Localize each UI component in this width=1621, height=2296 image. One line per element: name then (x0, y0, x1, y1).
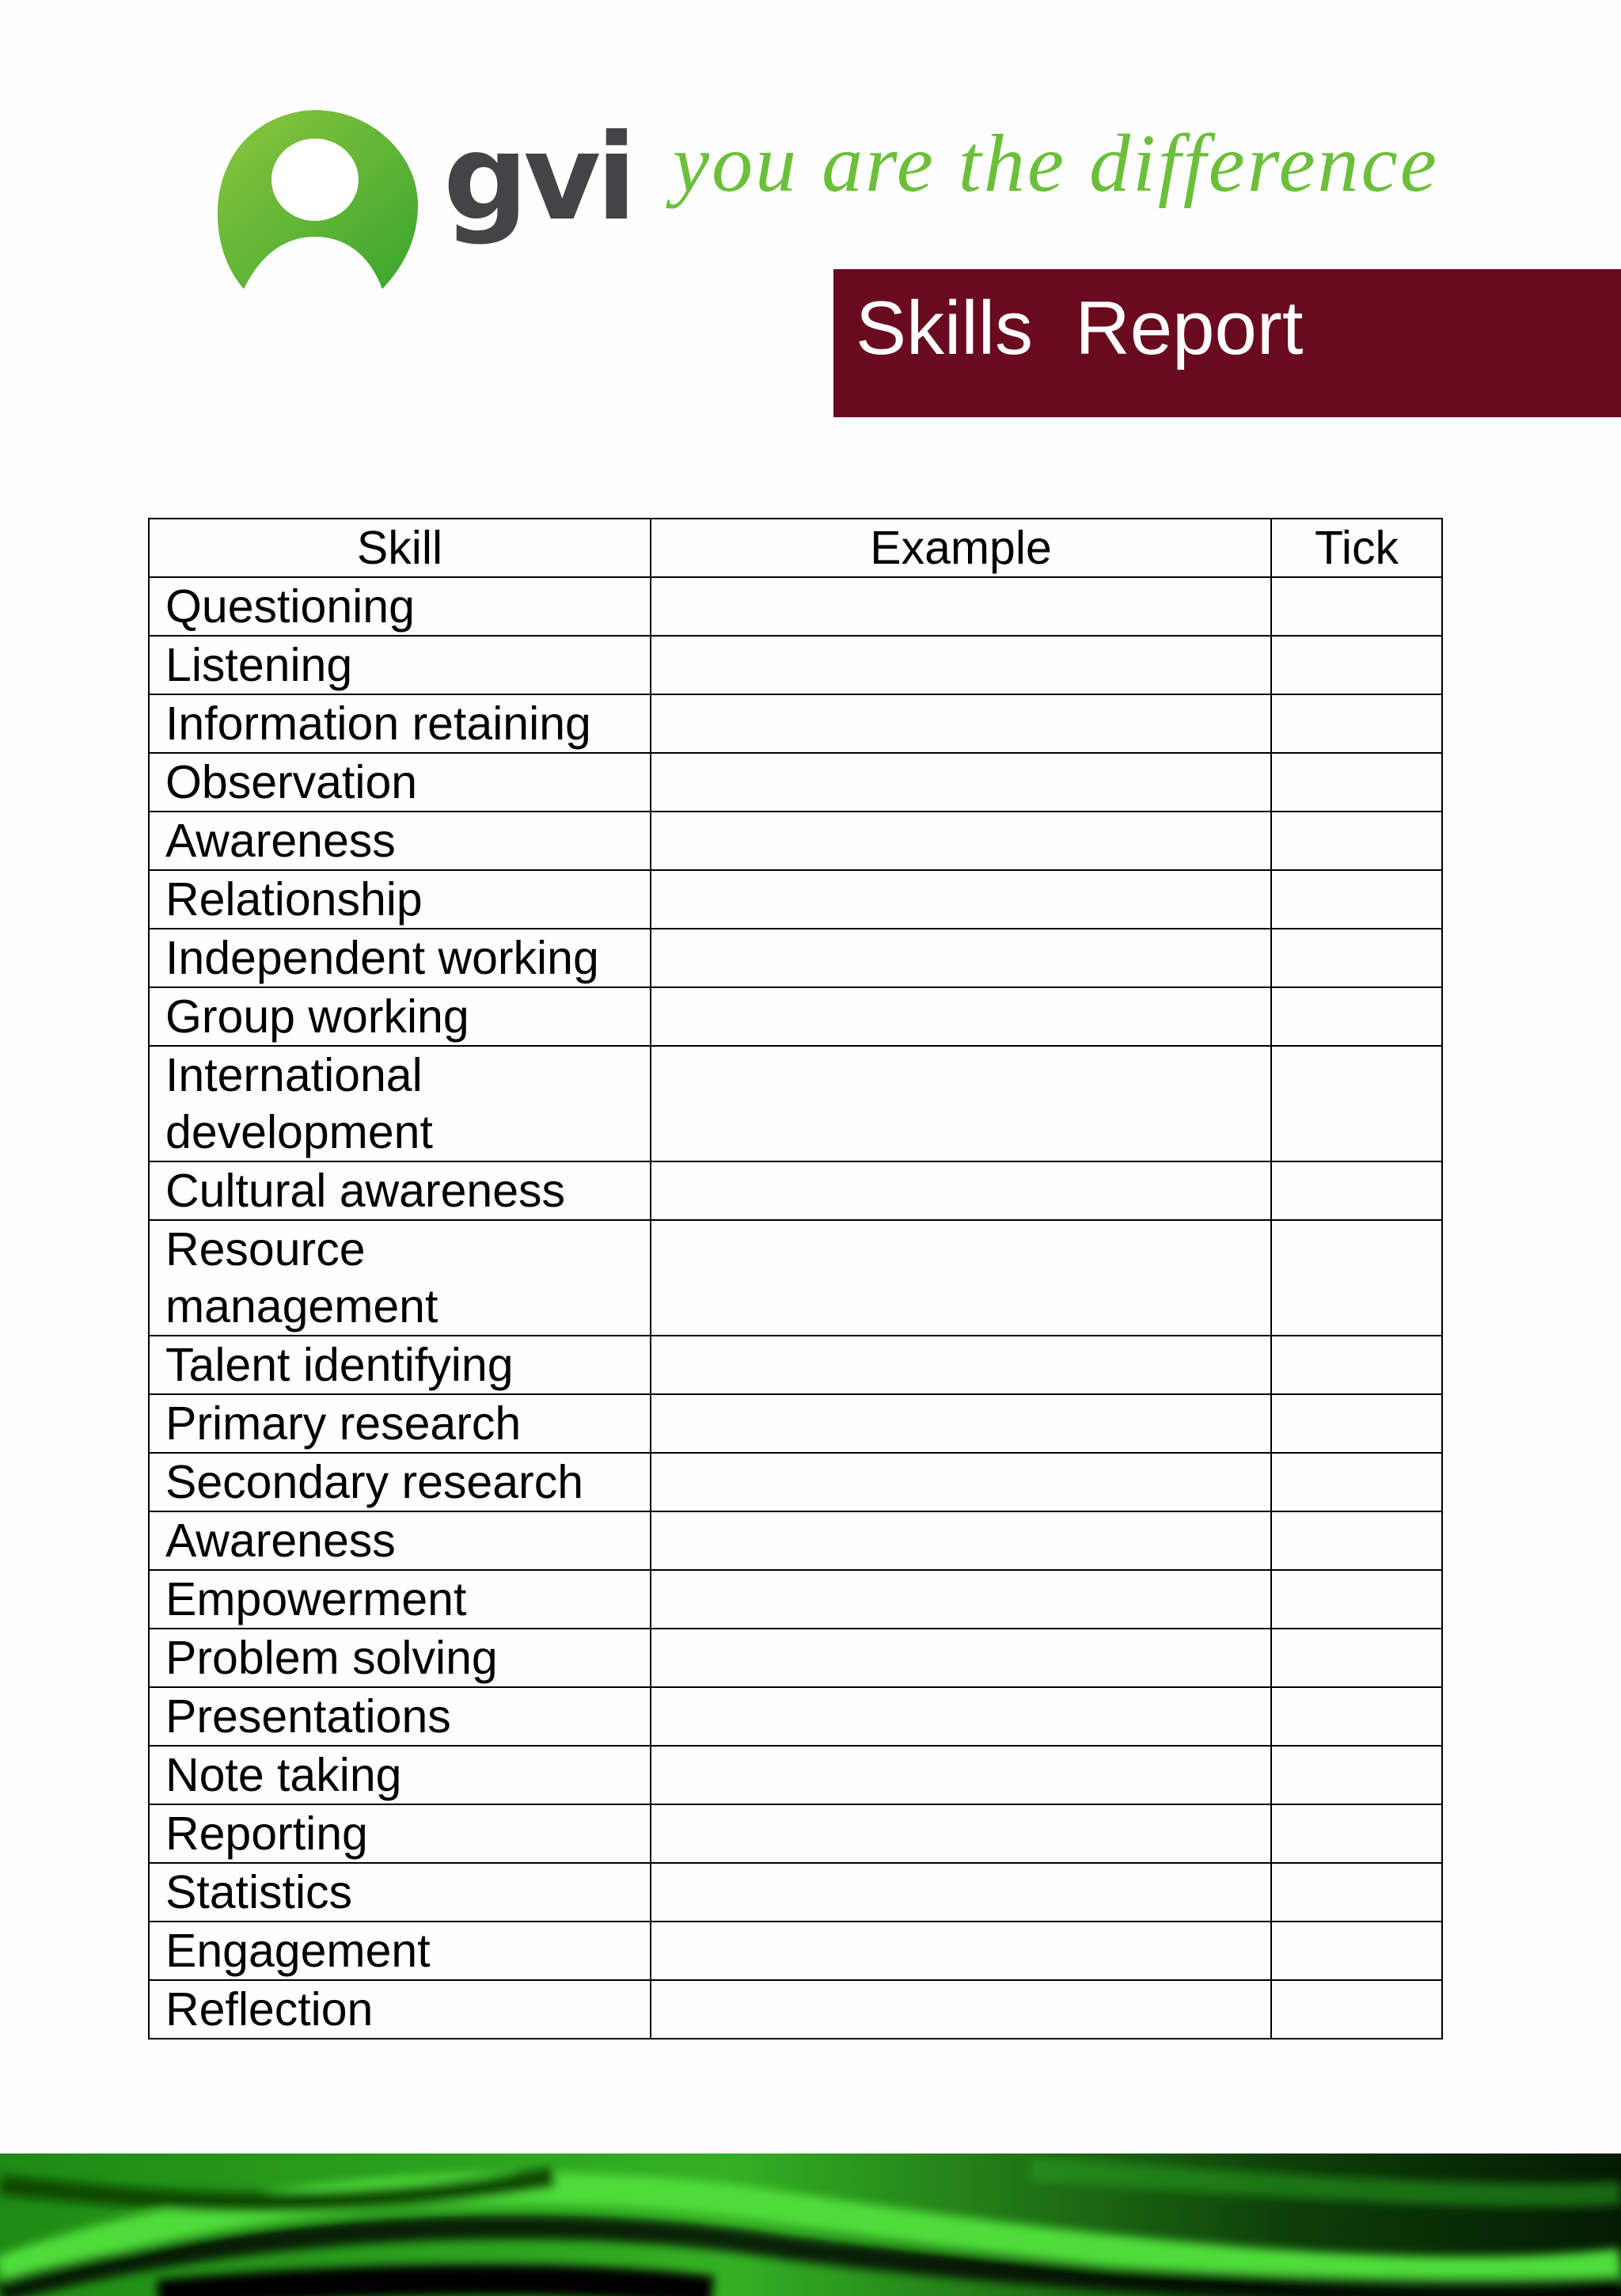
table-row (149, 636, 1442, 694)
example-cell[interactable] (651, 1220, 1271, 1336)
skill-cell: Resource management (149, 1220, 651, 1336)
example-cell[interactable] (651, 753, 1271, 812)
header-example: Example (651, 519, 1271, 577)
example-cell[interactable] (651, 929, 1271, 987)
table-header-row (149, 519, 1442, 577)
skill-cell: Group working (149, 987, 651, 1046)
header-skill: Skill (149, 519, 651, 577)
table-row (149, 1980, 1442, 2039)
tick-cell[interactable] (1271, 1453, 1442, 1511)
table-row (149, 870, 1442, 929)
table-row (149, 753, 1442, 812)
table-row (149, 1863, 1442, 1922)
example-cell[interactable] (651, 1980, 1271, 2039)
tick-cell[interactable] (1271, 694, 1442, 753)
example-cell[interactable] (651, 694, 1271, 753)
tick-cell[interactable] (1271, 1161, 1442, 1220)
example-cell[interactable] (651, 1394, 1271, 1453)
table-row (149, 1336, 1442, 1394)
example-cell[interactable] (651, 987, 1271, 1046)
table-row (149, 987, 1442, 1046)
tick-cell[interactable] (1271, 1570, 1442, 1629)
footer-green-banner (0, 2153, 1621, 2296)
skill-cell: Note taking (149, 1746, 651, 1804)
tick-cell[interactable] (1271, 1511, 1442, 1570)
skill-cell: Secondary research (149, 1453, 651, 1511)
example-cell[interactable] (651, 1804, 1271, 1863)
table-row (149, 1570, 1442, 1629)
skill-cell: Questioning (149, 577, 651, 636)
table-row (149, 812, 1442, 870)
skill-cell: Awareness (149, 1511, 651, 1570)
example-cell[interactable] (651, 1570, 1271, 1629)
example-cell[interactable] (651, 1687, 1271, 1746)
tick-cell[interactable] (1271, 1746, 1442, 1804)
skill-cell: International development (149, 1046, 651, 1161)
table-row (149, 577, 1442, 636)
skill-cell: Reporting (149, 1804, 651, 1863)
example-cell[interactable] (651, 870, 1271, 929)
table-row (149, 1804, 1442, 1863)
example-cell[interactable] (651, 1511, 1271, 1570)
skill-cell: Independent working (149, 929, 651, 987)
example-cell[interactable] (651, 1336, 1271, 1394)
tick-cell[interactable] (1271, 1980, 1442, 2039)
skill-cell: Cultural awareness (149, 1161, 651, 1220)
skills-table (148, 518, 1443, 2039)
skill-cell: Reflection (149, 1980, 651, 2039)
example-cell[interactable] (651, 1863, 1271, 1922)
table-row (149, 1922, 1442, 1980)
tick-cell[interactable] (1271, 929, 1442, 987)
table-row (149, 1453, 1442, 1511)
example-cell[interactable] (651, 1161, 1271, 1220)
tick-cell[interactable] (1271, 1629, 1442, 1687)
tick-cell[interactable] (1271, 1863, 1442, 1922)
example-cell[interactable] (651, 577, 1271, 636)
table-row (149, 1220, 1442, 1336)
example-cell[interactable] (651, 812, 1271, 870)
title-banner (833, 269, 1621, 417)
skill-cell: Primary research (149, 1394, 651, 1453)
page-title: Skills Report (856, 286, 1304, 371)
skill-cell: Engagement (149, 1922, 651, 1980)
tick-cell[interactable] (1271, 812, 1442, 870)
example-cell[interactable] (651, 1629, 1271, 1687)
table-row (149, 1687, 1442, 1746)
example-cell[interactable] (651, 1453, 1271, 1511)
example-cell[interactable] (651, 1746, 1271, 1804)
tagline: you are the difference (673, 118, 1439, 209)
example-cell[interactable] (651, 636, 1271, 694)
table-row (149, 1629, 1442, 1687)
tick-cell[interactable] (1271, 1804, 1442, 1863)
tick-cell[interactable] (1271, 636, 1442, 694)
tick-cell[interactable] (1271, 1922, 1442, 1980)
table-row (149, 1511, 1442, 1570)
skill-cell: Empowerment (149, 1570, 651, 1629)
header-tick: Tick (1271, 519, 1442, 577)
tick-cell[interactable] (1271, 577, 1442, 636)
tick-cell[interactable] (1271, 753, 1442, 812)
tick-cell[interactable] (1271, 870, 1442, 929)
table-row (149, 694, 1442, 753)
gvi-logo-icon (212, 110, 418, 289)
table-row (149, 1394, 1442, 1453)
skill-cell: Listening (149, 636, 651, 694)
table-row (149, 929, 1442, 987)
example-cell[interactable] (651, 1046, 1271, 1161)
table-row (149, 1746, 1442, 1804)
tick-cell[interactable] (1271, 1220, 1442, 1336)
skill-cell: Awareness (149, 812, 651, 870)
skill-cell: Presentations (149, 1687, 651, 1746)
tick-cell[interactable] (1271, 1687, 1442, 1746)
example-cell[interactable] (651, 1922, 1271, 1980)
tick-cell[interactable] (1271, 1046, 1442, 1161)
table-row (149, 1046, 1442, 1161)
tick-cell[interactable] (1271, 1394, 1442, 1453)
gvi-wordmark: gvi (443, 109, 632, 247)
skill-cell: Talent identifying (149, 1336, 651, 1394)
tick-cell[interactable] (1271, 987, 1442, 1046)
skill-cell: Statistics (149, 1863, 651, 1922)
table-row (149, 1161, 1442, 1220)
tick-cell[interactable] (1271, 1336, 1442, 1394)
skill-cell: Observation (149, 753, 651, 812)
skill-cell: Relationship (149, 870, 651, 929)
skill-cell: Problem solving (149, 1629, 651, 1687)
skill-cell: Information retaining (149, 694, 651, 753)
